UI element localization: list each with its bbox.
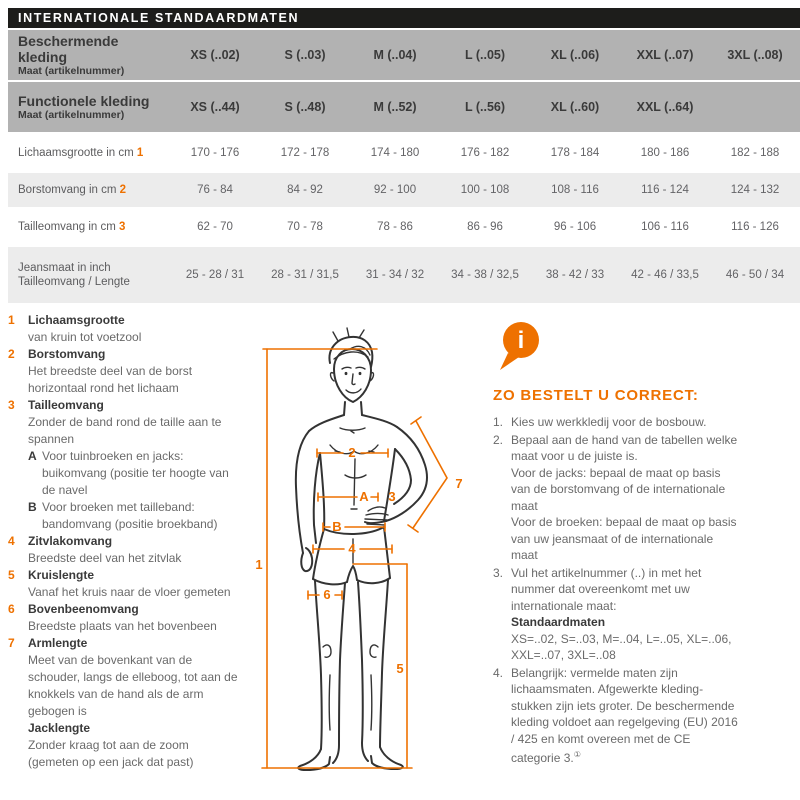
info-bubble-icon <box>495 320 742 379</box>
legend-item-kruislengte <box>8 567 242 601</box>
row-label-text: Lichaamsgrootte in cm <box>18 147 134 159</box>
legend-desc: Breedste plaats van het bovenbeen <box>28 619 217 633</box>
order-info-column <box>492 312 742 785</box>
legend-number: 3 <box>8 398 15 412</box>
step-text-line: Voor de broeken: bepaal de maat op basis van uw jeansmaat of de internationale maat <box>511 515 737 562</box>
legend-item-zitvlakomvang <box>8 533 242 567</box>
value-cell: 124 - 132 <box>730 184 780 196</box>
legend-number: 1 <box>8 313 15 327</box>
size-cell: XXL (..07) <box>636 48 694 62</box>
legend-desc: Vanaf het kruis naar de vloer gemeten <box>28 585 231 599</box>
legend-desc: Zonder de band rond de taille aan te spannen <box>28 415 222 446</box>
step-text-line: Voor de jacks: bepaal de maat op basis van de borstomvang of de internationale maat <box>511 465 726 513</box>
row-label <box>8 221 170 233</box>
step-text <box>511 565 742 664</box>
footnote-mark: ① <box>573 750 581 759</box>
step-text: Kies uw werkkledij voor de bosbouw. <box>511 415 707 429</box>
table-header-row-functional <box>8 82 800 132</box>
figure-label-3: 3 <box>388 489 396 504</box>
legend-sub-text: Voor tuinbroeken en jacks: buikomvang (positie ter hoogte van de navel <box>42 449 229 497</box>
row-label <box>8 147 170 159</box>
order-step-3 <box>493 565 742 664</box>
row-label <box>8 93 170 122</box>
row-label <box>8 261 170 289</box>
value-cell: 116 - 124 <box>641 184 689 196</box>
row-marker: 2 <box>119 184 127 196</box>
step-number: 1. <box>493 415 504 429</box>
legend-sub-b <box>28 499 242 533</box>
legend-sub-text: Voor broeken met tailleband: bandomvang (positie broekband) <box>42 500 218 531</box>
value-cell: 96 - 106 <box>553 221 597 233</box>
table-title-bar: INTERNATIONALE STANDAARDMATEN <box>8 8 800 28</box>
legend-title: Zitvlakomvang <box>28 534 113 548</box>
info-icon <box>495 320 547 374</box>
row-label-sub: Maat (artikelnummer) <box>18 108 125 121</box>
row-marker: 3 <box>119 221 126 233</box>
value-cell: 70 - 78 <box>287 221 323 233</box>
value-cell: 28 - 31 / 31,5 <box>271 269 339 281</box>
size-cell: L (..56) <box>464 100 506 114</box>
step-number: 3. <box>493 565 504 580</box>
legend-item-bovenbeenomvang <box>8 601 242 635</box>
order-step-2 <box>493 432 742 564</box>
legend-desc: Het breedste deel van de borst horizontaal rond het lichaam <box>28 364 193 395</box>
table-row-body-height <box>8 136 800 170</box>
legend-title: Jacklengte <box>28 721 91 735</box>
value-cell: 31 - 34 / 32 <box>365 269 425 281</box>
value-cell: 46 - 50 / 34 <box>725 269 785 281</box>
figure-label-a: A <box>359 489 369 504</box>
value-cell: 170 - 176 <box>190 147 240 159</box>
row-marker: 1 <box>136 147 144 159</box>
value-cell: 34 - 38 / 32,5 <box>451 269 519 281</box>
row-label-text: Tailleomvang in cm <box>18 221 116 233</box>
value-cell: 178 - 184 <box>550 147 600 159</box>
legend-item-jacklengte <box>8 720 242 771</box>
figure-label-b: B <box>332 519 342 534</box>
table-header-row-protective <box>8 30 800 80</box>
standard-sizes-label: Standaardmaten <box>511 615 606 629</box>
size-cell: XL (..60) <box>550 100 600 114</box>
size-cell: S (..03) <box>284 48 326 62</box>
value-cell: 106 - 116 <box>641 221 689 233</box>
legend-title: Tailleomvang <box>28 398 104 412</box>
step-text-line: Bepaal aan de hand van de tabellen welke maat voor u de juiste is. <box>511 432 738 463</box>
legend-item-borstomvang <box>8 346 242 397</box>
value-cell: 172 - 178 <box>280 147 330 159</box>
table-row-waist <box>8 210 800 244</box>
value-cell: 25 - 28 / 31 <box>185 269 245 281</box>
measurement-legend <box>8 312 242 785</box>
legend-desc: van kruin tot voetzool <box>28 330 142 344</box>
figure-label-6: 6 <box>323 587 331 602</box>
value-cell: 180 - 186 <box>640 147 690 159</box>
legend-number: 6 <box>8 602 15 616</box>
legend-number: 4 <box>8 534 15 548</box>
value-cell: 108 - 116 <box>551 184 599 196</box>
measure-line-7 <box>413 421 447 528</box>
size-cell: 3XL (..08) <box>727 48 783 62</box>
man-drawing <box>250 325 490 785</box>
bottom-section <box>8 312 800 785</box>
figure-label-5: 5 <box>396 661 404 676</box>
value-cell: 42 - 46 / 33,5 <box>631 269 699 281</box>
legend-title: Bovenbeenomvang <box>28 602 139 616</box>
legend-number: 2 <box>8 347 15 361</box>
value-cell: 84 - 92 <box>287 184 323 196</box>
value-cell: 100 - 108 <box>460 184 510 196</box>
figure-label-2: 2 <box>348 445 356 460</box>
size-cell: XS (..44) <box>190 100 240 114</box>
legend-desc: Breedste deel van het zitvlak <box>28 551 182 565</box>
legend-number <box>8 720 28 771</box>
standard-sizes-values: XS=..02, S=..03, M=..04, L=..05, XL=..06, XXL=..07, 3XL=..08 <box>511 631 732 662</box>
value-cell: 62 - 70 <box>197 221 233 233</box>
legend-desc: Zonder kraag tot aan de zoom (gemeten op een jack dat past) <box>28 738 194 769</box>
row-label-main: Functionele kleding <box>18 92 150 109</box>
legend-title: Kruislengte <box>28 568 95 582</box>
legend-desc: Meet van de bovenkant van de schouder, langs de elleboog, tot aan de knokkels van de hand als de arm gebogen is <box>28 653 238 718</box>
size-cell: XL (..06) <box>550 48 600 62</box>
legend-title: Armlengte <box>28 636 88 650</box>
row-label-text2: Tailleomvang / Lengte <box>18 276 130 288</box>
figure-label-7: 7 <box>455 476 463 491</box>
step-text-line: Vul het artikelnummer (..) in met het nummer dat overeenkomt met uw internationale maat: <box>511 565 702 613</box>
value-cell: 86 - 96 <box>467 221 503 233</box>
value-cell: 92 - 100 <box>373 184 417 196</box>
measurement-lines <box>255 349 462 768</box>
order-heading: ZO BESTELT U CORRECT: <box>493 387 699 404</box>
step-text <box>511 432 742 564</box>
size-cell: S (..48) <box>284 100 326 114</box>
step-text <box>511 665 742 767</box>
value-cell: 174 - 180 <box>370 147 420 159</box>
legend-title: Lichaamsgrootte <box>28 313 125 327</box>
measurement-figure <box>242 312 492 785</box>
figure-label-1: 1 <box>255 557 263 572</box>
legend-sub-letter: A <box>28 449 37 463</box>
legend-item-lichaamsgrootte <box>8 312 242 346</box>
table-row-chest <box>8 173 800 207</box>
row-label-text: Borstomvang in cm <box>18 184 117 196</box>
row-label <box>8 33 170 78</box>
info-icon-glyph: i <box>517 327 525 354</box>
legend-title: Borstomvang <box>28 347 106 361</box>
order-step-4 <box>493 665 742 767</box>
value-cell: 116 - 126 <box>731 221 779 233</box>
value-cell: 182 - 188 <box>730 147 780 159</box>
order-step-1 <box>493 414 742 431</box>
legend-number: 7 <box>8 636 15 650</box>
legend-item-tailleomvang <box>8 397 242 533</box>
row-label <box>8 184 170 196</box>
size-cell: M (..04) <box>373 48 417 62</box>
size-cell: XS (..02) <box>190 48 240 62</box>
legend-item-armlengte <box>8 635 242 720</box>
size-cell: XXL (..64) <box>636 100 694 114</box>
value-cell: 176 - 182 <box>460 147 510 159</box>
row-label-text: Jeansmaat in inch <box>18 262 111 274</box>
value-cell: 38 - 42 / 33 <box>545 269 605 281</box>
step-text-body: Belangrijk: vermelde maten zijn lichaamsmaten. Afgewerkte kleding-stukken zijn iets groter. De beschermende kleding voldoet aan regelgeving (EU) 2016 / 425 en komt overeen met de CE categorie 3. <box>511 665 738 765</box>
step-number: 2. <box>493 432 504 447</box>
value-cell: 76 - 84 <box>197 184 233 196</box>
legend-sub-a <box>28 448 242 499</box>
legend-sub-letter: B <box>28 500 37 514</box>
value-cell: 78 - 86 <box>377 221 413 233</box>
size-cell: M (..52) <box>373 100 417 114</box>
table-row-jeans <box>8 247 800 303</box>
figure-label-4: 4 <box>348 541 356 556</box>
step-number: 4. <box>493 665 504 680</box>
row-label-sub: Maat (artikelnummer) <box>18 64 125 77</box>
international-sizes-table <box>8 8 800 303</box>
row-label-main: Beschermende kleding <box>18 32 119 65</box>
size-cell: L (..05) <box>464 48 506 62</box>
legend-number: 5 <box>8 568 15 582</box>
